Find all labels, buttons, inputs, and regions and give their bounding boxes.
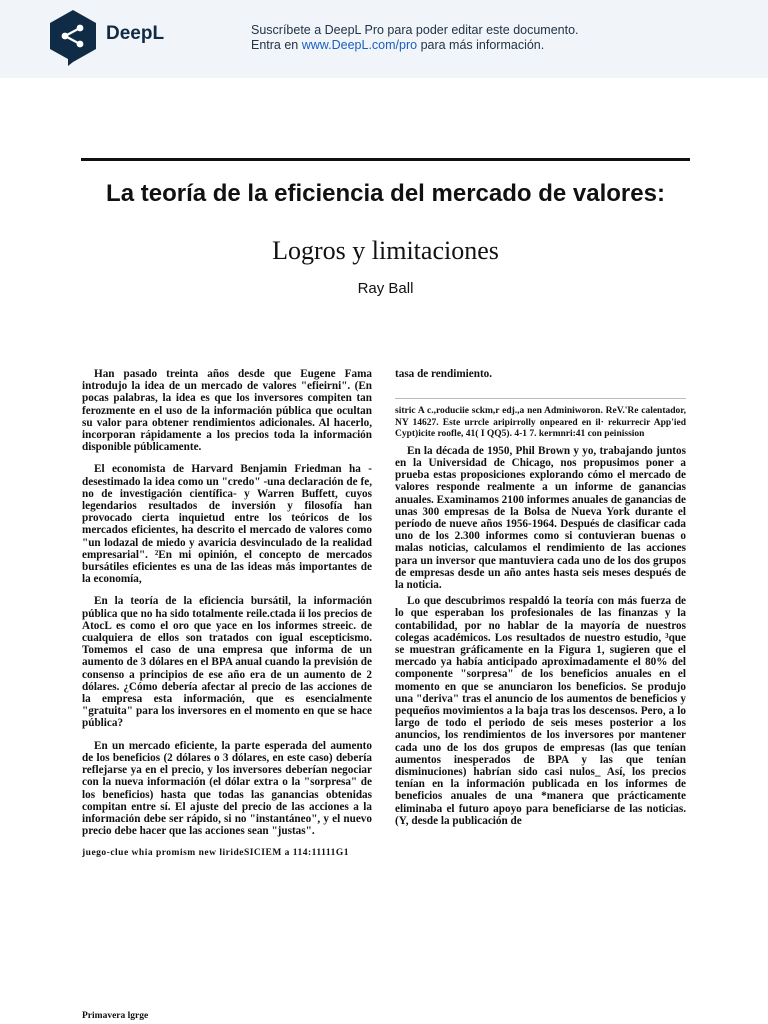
paragraph: En la década de 1950, Phil Brown y yo, trabajando juntos en la Universidad de Chicago, nos propusimos poner a prueba estas proposiciones explorando cómo el mercado de valores responde realmente a un informe de ganancias anuales. Examinamos 2100 informes anuales de ganancias de unas 300 empresas de la Bolsa de Nueva York durante el período de nueve años 1956-1964. Después de clasificar cada uno de los 2.300 informes como si contuvieran buenas o malas noticias, calculamos el rendimiento de las acciones para un inversor que mantuviera cada uno de los dos grupos de empresas desde un año antes hasta seis meses después de la noticia.	[395, 444, 686, 591]
left-column	[82, 368, 372, 870]
paragraph-continuation: tasa de rendimiento.	[395, 368, 493, 380]
right-column	[395, 368, 686, 831]
paragraph: Han pasado treinta años desde que Eugene Fama introdujo la idea de un mercado de valores "efieirni". (En pocas palabras, la idea es que los inversores compiten tan ferozmente en el uso de la información pública que ocultan su valor para obtener rendimientos adicionales. Al hacerlo, incorporan rápidamente a los precios toda la información disponible públicamente.	[82, 368, 372, 454]
paragraph: En la teoría de la eficiencia bursátil, la información pública que no ha sido totalmente reile.ctada ii los precios de AtocL es como el oro que yace en los informes streeic. de cualquiera de ellos son tratados con igual escepticismo. Tomemos el caso de una empresa que informa de un aumento de 3 dólares en el BPA anual cuando la previsión de consenso a principios de ese año era de un aumento de 2 dólares. ¿Cómo debería afectar al precio de las acciones de la empresa esta información, que es esencialmente "gratuita" para los inversores en el momento en que se hace pública?	[82, 595, 372, 730]
document-subtitle: Logros y limitaciones	[272, 236, 499, 265]
title-rule	[81, 158, 690, 161]
deepl-pro-link[interactable]: www.DeepL.com/pro	[301, 38, 418, 52]
paragraph: En un mercado eficiente, la parte esperada del aumento de los beneficios (2 dólares o 3 dólares, en este caso) debería reflejarse ya en el precio, y los inversores deberían negociar con la nueva información (el dólar extra o la "sorpresa" de los beneficios) hasta que todas las ganancias obtenidas compitan entre sí. El ajuste del precio de las acciones a la información debe ser rápido, si no "instantáneo", y el nuevo precio debe hacer que las acciones sean "justas".	[82, 739, 372, 838]
deepl-logo-icon[interactable]	[48, 9, 98, 67]
paragraph: El economista de Harvard Benjamin Friedman ha - desestimado la idea como un "credo" -una declaración de fe, no de investigación científica- y Warren Buffett, cuyos legendarios resultados de inversión y filosofía han provocado cierta inquietud entre los teóricos de los mercados eficientes, ha descrito el mercado de valores como "un lodazal de miedo y avaricia desvinculado de la realidad empresarial". ²En mi opinión, el concepto de mercados bursátiles eficientes es una de las ideas más importantes de la economía,	[82, 463, 372, 586]
author-name: Ray Ball	[357, 280, 414, 297]
paragraph: Lo que descubrimos respaldó la teoría con más fuerza de lo que esperaban los profesionales de las finanzas y la contabilidad, por no hablar de la mayoría de nuestros colegas académicos. Los resultados de nuestro estudio, ³que se muestran gráficamente en la Figura 1, sugieren que el mercado ya había anticipado aproximadamente el 80% del componente "sorpresa" de los beneficios anuales en el momento en que se anunciaron los beneficios. Se produjo una "deriva" tras el anuncio de los aumentos de beneficios y pequeños movimientos a la baja tras los descensos. Pero, a lo largo de todo el periodo de seis meses posterior a los anuncios, los rendimientos de los inversores por mantener cada uno de los dos grupos de empresas (las que tenían aumentos inesperados de BPA y las que tenían disminuciones) habrían sido casi nulos_ Así, los precios tenían en la información publicada en los informes de beneficios anuales de una *manera que prácticamente eliminaba el futuro apoyo para beneficiarse de las noticias. (Y, desde la publicación de	[395, 595, 686, 827]
deepl-banner	[0, 0, 768, 78]
promo-line-2	[251, 38, 579, 53]
deepl-brand-name[interactable]: DeepL	[106, 23, 165, 44]
garbled-note: juego-clue whia promism new lirideSICIEM a 114:11111G1	[82, 848, 349, 859]
promo-line-2-suffix: para más información.	[420, 38, 545, 52]
author-footnote: sitric A c.,roduciie sckm,r edj.,a nen Adminiworon. ReV.'Re calentador, NY 14627. Este urrcle aripirrolly onpeared en il· rekurrecir App'ied Cypt)icite roofle, 41( I QQ5). 4-1 7. kermnri:41 con peinission	[395, 398, 686, 441]
document-title: La teoría de la eficiencia del mercado de valores:	[106, 180, 665, 207]
page-footer: Primavera lgrge	[82, 1011, 149, 1021]
promo-line-2-prefix: Entra en	[251, 38, 299, 52]
promo-text	[251, 23, 579, 53]
promo-line-1: Suscríbete a DeepL Pro para poder editar este documento.	[251, 23, 579, 37]
